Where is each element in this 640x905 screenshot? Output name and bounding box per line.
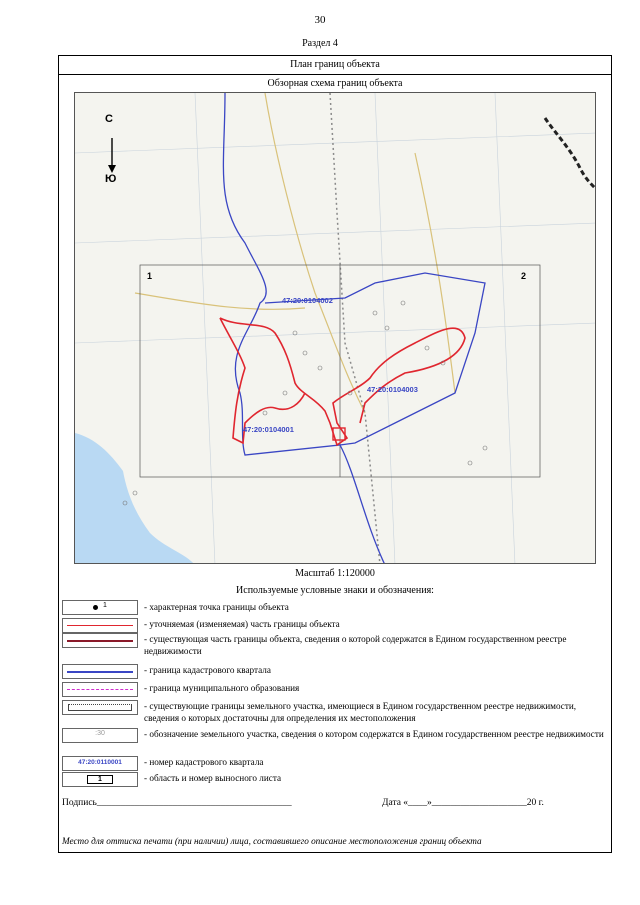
legend-symbol-parcel-number xyxy=(62,728,138,743)
quarter-label-0104002: 47:20:0104002 xyxy=(282,296,333,305)
roads xyxy=(135,93,455,413)
compass-north-label: С xyxy=(105,113,113,125)
red-line-icon xyxy=(67,625,133,626)
legend-symbol-magenta-line xyxy=(62,682,138,697)
darkred-line-icon xyxy=(67,640,133,642)
legend-symbol-darkred-line xyxy=(62,633,138,648)
railway xyxy=(330,93,380,564)
legend-text-darkred-line: - существующая часть границы объекта, сведения о которой содержатся в Едином государственном реестре недвижимости xyxy=(144,634,567,656)
map-grid xyxy=(75,93,596,564)
legend-text-red-line: - уточняемая (изменяемая) часть границы объекта xyxy=(144,619,340,629)
map-scale: Масштаб 1:120000 xyxy=(295,568,375,579)
blue-line-icon xyxy=(67,671,133,673)
stamp-note: Место для оттиска печати (при наличии) лица, составившего описание местоположения границ объекта xyxy=(62,836,482,846)
water-body xyxy=(75,433,195,564)
legend-text-sheet: - область и номер выносного листа xyxy=(144,773,282,783)
sheet-number-label: 1 xyxy=(87,775,113,784)
legend-symbol-red-line xyxy=(62,618,138,633)
signature-line: Подпись_________________________________________ xyxy=(62,798,292,808)
legend-symbol-sheet xyxy=(62,772,138,787)
magenta-line-icon xyxy=(67,689,133,690)
legend-text-blue-line: - граница кадастрового квартала xyxy=(144,665,271,675)
municipal-boundary xyxy=(545,118,595,188)
compass-south-label: Ю xyxy=(105,173,117,185)
legend-text-parcel: - существующие границы земельного участка, имеющиеся в Едином государственном реестре недвижимости, сведения о которых достаточны для определения их местоположения xyxy=(144,701,577,723)
legend-text-quarter-number: - номер кадастрового квартала xyxy=(144,757,264,767)
legend-text-magenta-line: - граница муниципального образования xyxy=(144,683,300,693)
legend-text-point: - характерная точка границы объекта xyxy=(144,602,289,612)
quarter-label-0104001: 47:20:0104001 xyxy=(243,425,294,434)
settlement-dots xyxy=(123,301,487,505)
sheet-2-label: 2 xyxy=(521,271,527,281)
date-line: Дата «____»____________________20 г. xyxy=(382,798,544,808)
point-number-label: 1 xyxy=(103,602,107,609)
legend-text-parcel-number: - обозначение земельного участка, сведения о котором содержатся в Едином государственном реестре недвижимости xyxy=(144,729,604,739)
section-title: Раздел 4 xyxy=(302,38,338,49)
legend-symbol-blue-line xyxy=(62,664,138,679)
page-number: 30 xyxy=(314,14,326,26)
legend-symbol-quarter-number xyxy=(62,756,138,771)
map-drawing xyxy=(75,93,596,564)
point-dot-icon xyxy=(93,605,98,610)
legend-title: Используемые условные знаки и обозначения: xyxy=(236,585,434,596)
sheet-1-label: 1 xyxy=(147,271,153,281)
scheme-title: Обзорная схема границ объекта xyxy=(267,78,403,89)
compass-arrow xyxy=(108,165,116,173)
cadastral-quarter-boundary xyxy=(223,93,385,564)
quarter-number-label: 47:20:0110001 xyxy=(78,759,122,766)
table-title: План границ объекта xyxy=(58,55,612,75)
parcel-number-label: :30 xyxy=(95,730,105,737)
quarter-label-0104003: 47:20:0104003 xyxy=(367,385,418,394)
legend-symbol-parcel xyxy=(62,700,138,715)
overview-map xyxy=(74,92,596,564)
legend-symbol-point xyxy=(62,600,138,615)
parcel-boundary-icon xyxy=(68,704,132,711)
